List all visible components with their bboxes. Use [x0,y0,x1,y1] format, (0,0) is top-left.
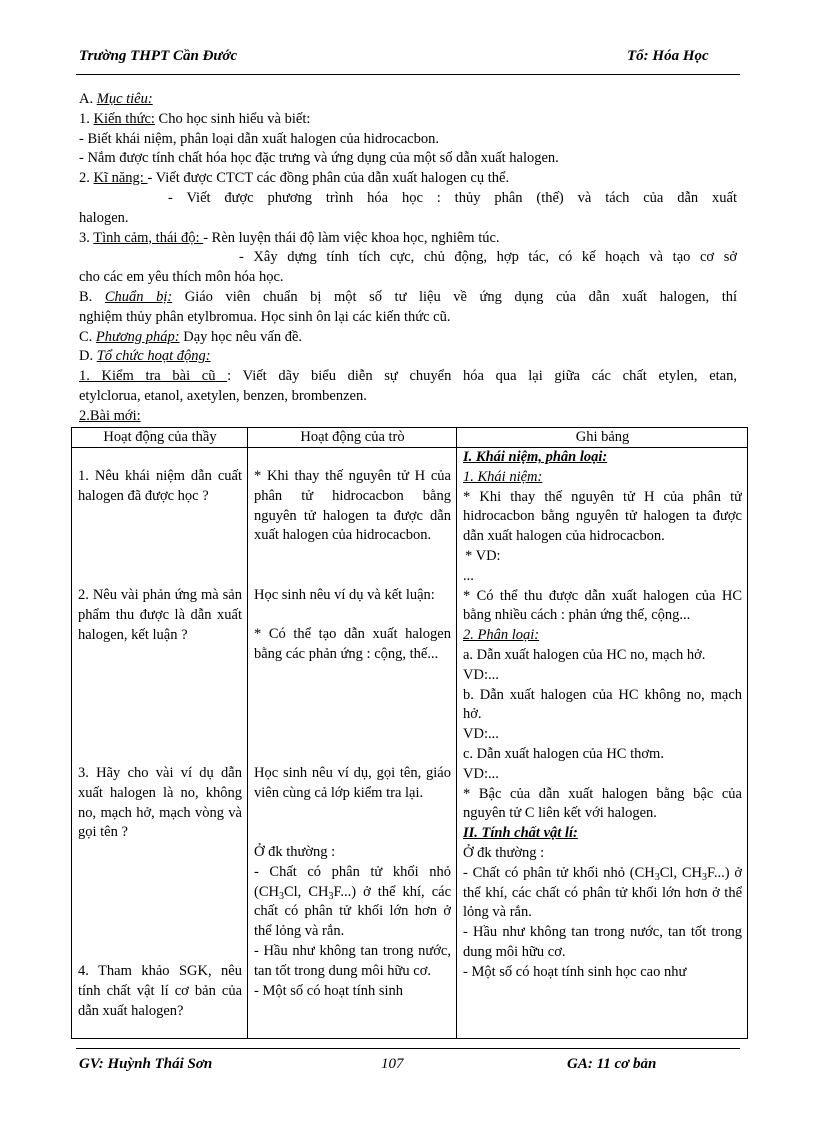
lesson-activity-table [71,427,748,1039]
footer-rule [76,1048,740,1049]
section-title-concept: I. Khái niệm, phân loại: [463,449,608,465]
teacher-column-header: Hoạt động của thầy [72,428,248,448]
teacher-name: GV: Huỳnh Thái Sơn [79,1056,213,1072]
knowledge-item: - Biết khái niệm, phân loại dẫn xuất halogen của hidrocacbon. [79,130,439,147]
activities-heading: D. Tổ chức hoạt động: [79,348,211,365]
student-answer: Học sinh nêu ví dụ, gọi tên, giáo viên cùng cả lớp kiểm tra lại. [254,765,451,801]
attitude-item-cont: cho các em yêu thích môn hóa học. [79,269,284,286]
board-notes-cell: I. Khái niệm, phân loại: 1. Khái niệm: * Khi thay thế nguyên tử H của phân tử hidrocacbon bằng nguyên tử halogen ta được dẫn xuất halogen của hidrocacbon. * VD: ... * Có thể thu được dẫn xuất halogen của HC bằng nhiều cách : phản ứng thế, cộng... 2. Phân loại: a. Dẫn xuất halogen của HC no, mạch hở. VD:... b. Dẫn xuất halogen của HC không no, mạch hở. VD:... c. Dẫn xuất halogen của HC thơm. VD:... * Bậc của dẫn xuất halogen bằng bậc của nguyên tử C liên kết với halogen. II. Tính chất vật lí: Ở đk thường : - Chất có phân tử khối nhỏ ($CH_3Cl$, $CH_3F$...) ở thể khí, các chất có phân tử khối lớn hơn ở thể lỏng và rắn. - Hầu như không tan trong nước, tan tốt trong dung môi hữu cơ. - Một số có hoạt tính sinh học cao như [457,448,748,1039]
table-row [72,448,748,1039]
attitude-item: - Xây dựng tính tích cực, chủ động, hợp tác, có kế hoạch và tạo cơ sở [239,249,737,266]
header-rule [76,74,740,75]
teacher-activity-cell [72,448,248,1039]
skills-item: - Viết được phương trình hóa học : thủy phân (thế) và tách của dẫn xuất [168,189,737,206]
lesson-intro [79,90,737,427]
student-activity-cell [248,448,457,1039]
new-lesson-heading: 2.Bài mới: [79,407,141,424]
skills-line: 2. Kĩ năng: - Viết được CTCT các đồng phân của dẫn xuất halogen cụ thể. [79,170,510,187]
student-answer: Học sinh nêu ví dụ và kết luận: [254,587,435,603]
student-answer: * Khi thay thế nguyên tử H của phân tử hidrocacbon bằng nguyên tử halogen ta được dẫn xuất halogen của hidrocacbon. [254,468,451,544]
objectives-heading: A. Mục tiêu: [79,91,153,107]
lesson-plan-label: GA: 11 cơ bản [567,1056,657,1072]
old-lesson-check-cont: etylclorua, etanol, axetylen, benzen, brombenzen. [79,387,367,404]
department-name: Tổ: Hóa Học [627,48,709,64]
teacher-question: 3. Hãy cho vài ví dụ dẫn xuất halogen là no, không no, mạch hở, mạch vòng và gọi tên ? [78,765,242,841]
student-properties: Ở đk thường : - Chất có phân tử khối nhỏ ($CH_3Cl$, $CH_3F$...) ở thể khí, các chất có phân tử khối lớn hơn ở thể lỏng và rắn. - Hầu như không tan trong nước, tan tốt trong dung môi hữu cơ. - Một số có hoạt tính sinh [254,844,451,999]
board-column-header: Ghi bảng [457,428,748,448]
section-title-physical: II. Tính chất vật lí: [463,825,578,842]
skills-item-cont: halogen. [79,209,129,226]
teacher-question: 1. Nêu khái niệm dẫn cuất halogen đã được học ? [78,468,242,504]
preparation-line: B. Chuẩn bị: Giáo viên chuẩn bị một số tư liệu về ứng dụng của dẫn xuất halogen, thí [79,288,738,305]
school-name: Trường THPT Cần Đước [79,48,238,64]
method-line: C. Phương pháp: Dạy học nêu vấn đề. [79,328,303,345]
subsection-classification: 2. Phân loại: [463,627,540,644]
attitude-line: 3. Tình cảm, thái độ: - Rèn luyện thái độ làm việc khoa học, nghiêm túc. [79,229,500,246]
student-answer: * Có thể tạo dẫn xuất halogen bằng các phản ứng : cộng, thế... [254,626,451,662]
teacher-question: 2. Nêu vài phản ứng mà sản phẩm thu được là dẫn xuất halogen, kết luận ? [78,587,242,643]
teacher-question: 4. Tham khảo SGK, nêu tính chất vật lí cơ bản của dẫn xuất halogen? [78,963,242,1019]
subsection-concept: 1. Khái niệm: [463,468,543,485]
preparation-cont: nghiệm thủy phân etylbromua. Học sinh ôn lại các kiến thức cũ. [79,308,451,325]
old-lesson-check: 1. Kiểm tra bài cũ : Viết dãy biểu diễn sự chuyển hóa qua lại giữa các chất etylen, etan, [79,368,737,385]
student-column-header: Hoạt động của trò [248,428,457,448]
knowledge-line: 1. Kiến thức: Cho học sinh hiểu và biết: [79,110,311,127]
table-header-row [72,428,748,448]
knowledge-item: - Nắm được tính chất hóa học đặc trưng và ứng dụng của một số dẫn xuất halogen. [79,150,559,167]
page-number: 107 [381,1056,404,1072]
